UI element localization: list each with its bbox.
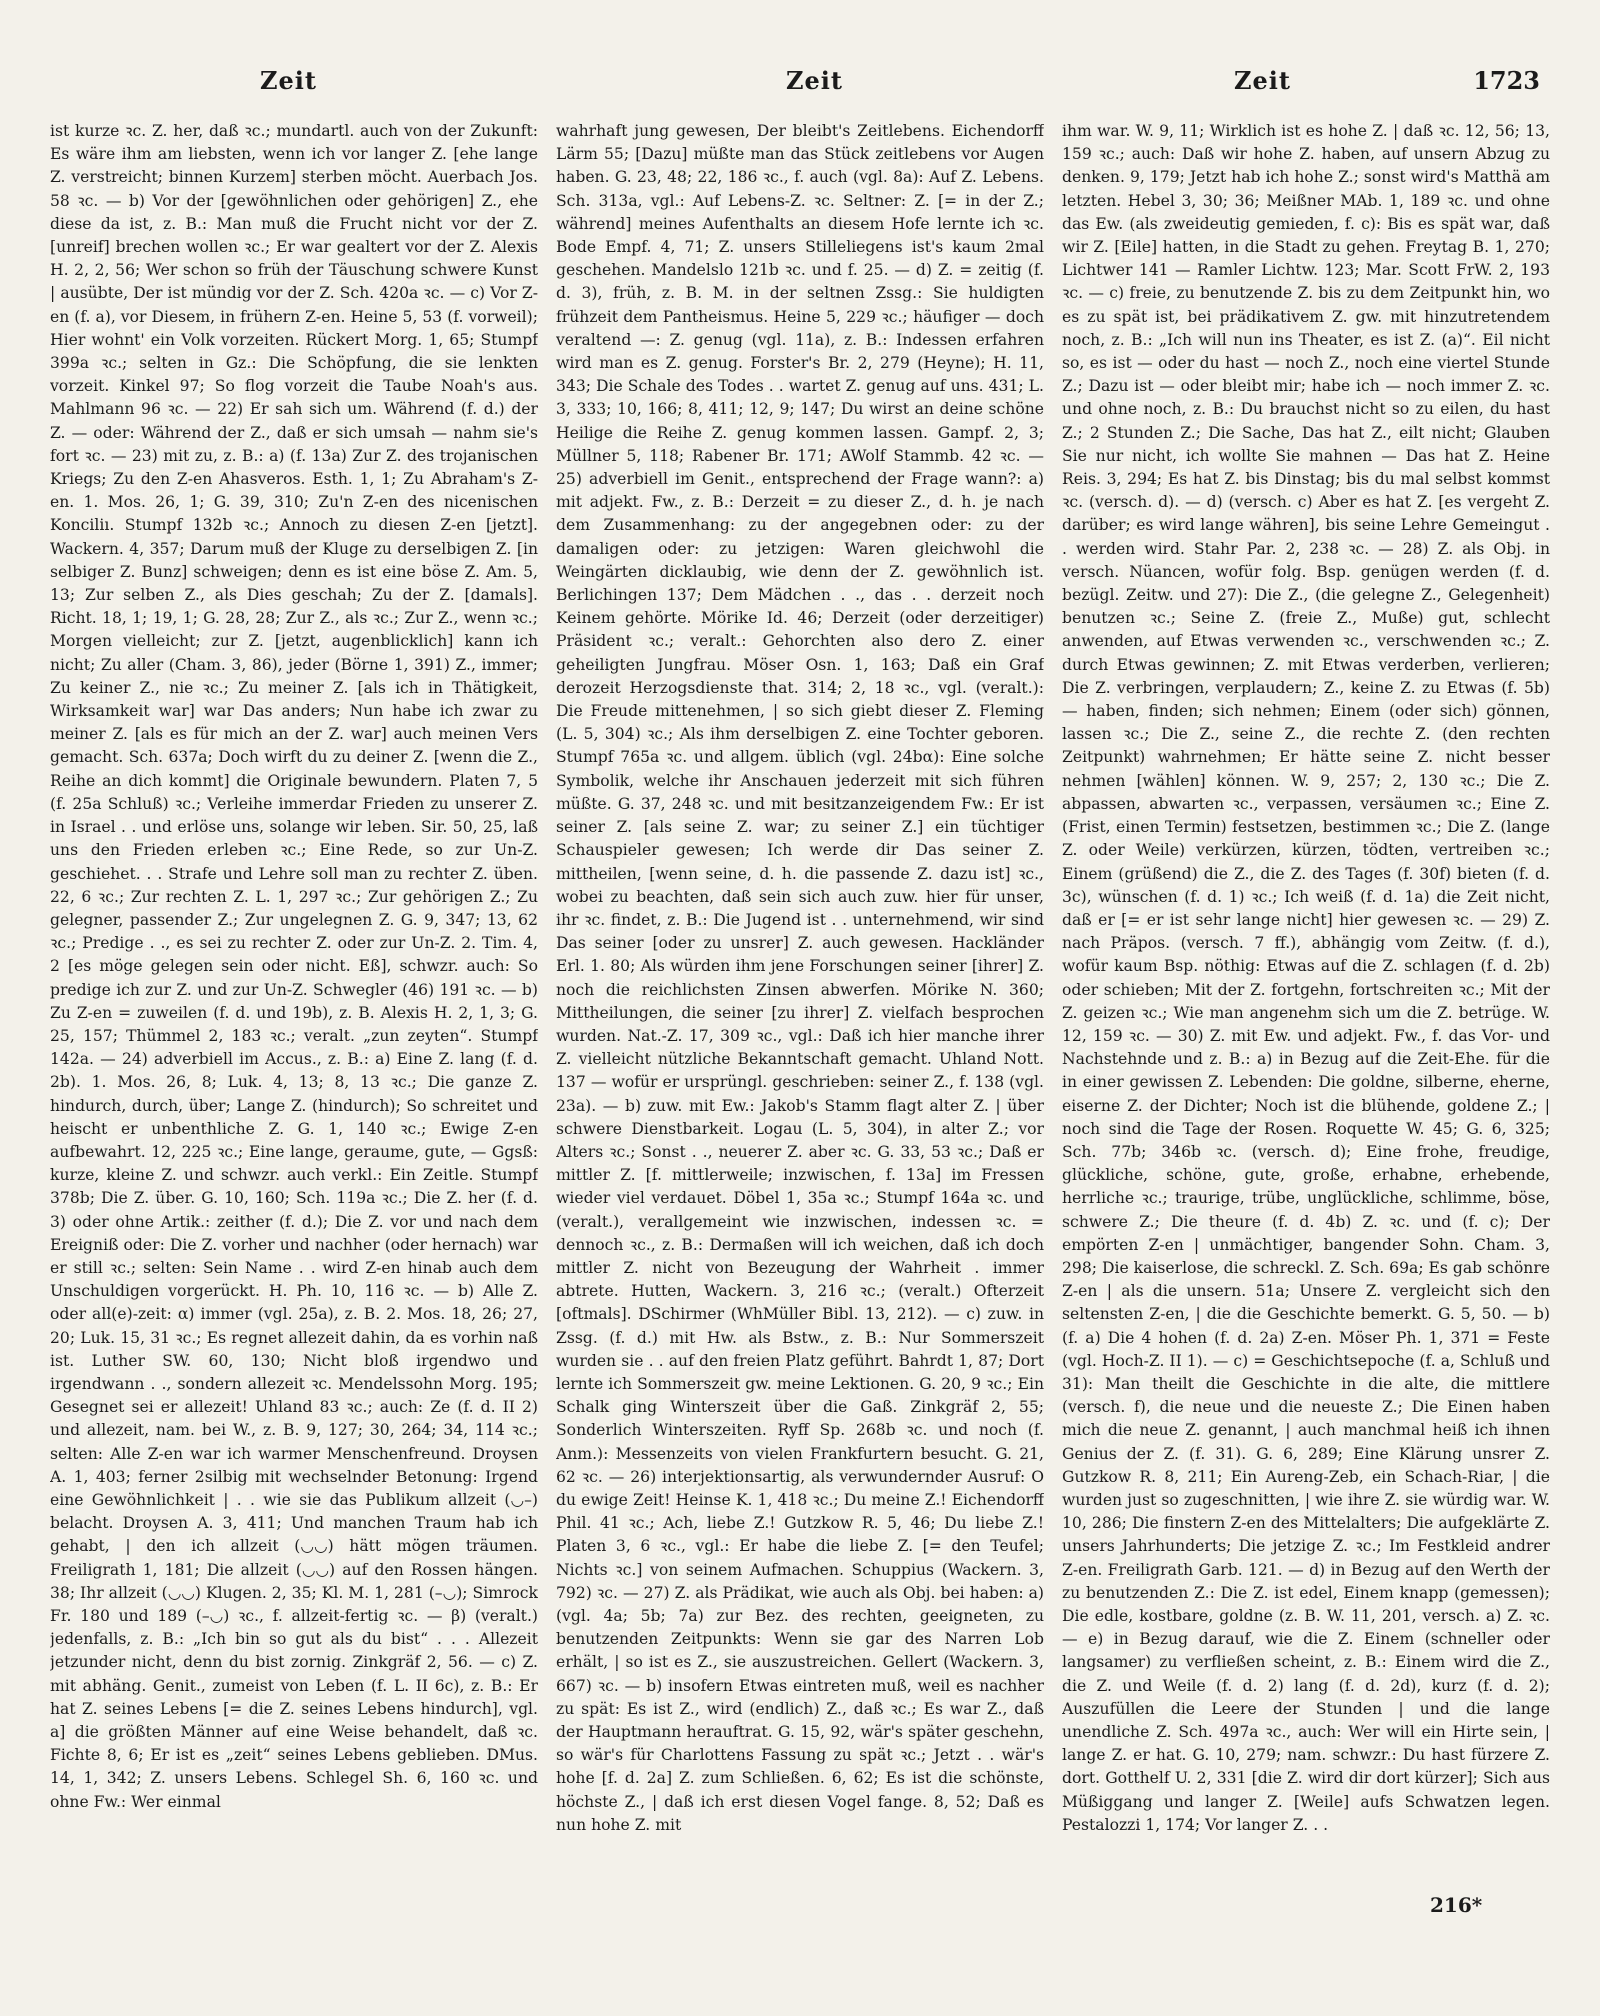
- header-center-word: Zeit: [786, 66, 843, 95]
- page-number: 1723: [1473, 66, 1540, 95]
- sheet-signature: 216*: [1430, 1893, 1483, 1917]
- column-right: [1062, 120, 1550, 1890]
- header-right-word: Zeit: [1234, 66, 1291, 95]
- header-left-word: Zeit: [260, 66, 317, 95]
- running-header: [50, 66, 1550, 106]
- column-paragraph: ist kurze ꝛc. Z. her, daß ꝛc.; mundartl. auch von der Zukunft: Es wäre ihm am liebsten, wenn ich vor langer Z. [ehe lange Z. verstreicht; binnen Kurzem] sterben möcht. Auerbach Jos. 58 ꝛc. — b) Vor der [gewöhnlichen oder gehörigen] Z., ehe diese da ist, z. B.: Man muß die Frucht nicht vor der Z. [unreif] brechen wollen ꝛc.; Er war gealtert vor der Z. Alexis H. 2, 2, 56; Wer schon so früh der Täuschung schwere Kunst | ausübte, Der ist mündig vor der Z. Sch. 420a ꝛc. — c) Vor Z-en (f. a), vor Diesem, in frühern Z-en. Heine 5, 53 (f. vorweil); Hier wohnt' ein Volk vorzeiten. Rückert Morg. 1, 65; Stumpf 399a ꝛc.; selten in Gz.: Die Schöpfung, die sie lenkten vorzeit. Kinkel 97; So flog vorzeit die Taube Noah's aus. Mahlmann 96 ꝛc. — 22) Er sah sich um. Während (f. d.) der Z. — oder: Während der Z., daß er sich umsah — nahm sie's fort ꝛc. — 23) mit zu, z. B.: a) (f. 13a) Zur Z. des trojanischen Kriegs; Zu den Z-en Ahasveros. Esth. 1, 1; Zu Abraham's Z-en. 1. Mos. 26, 1; G. 39, 310; Zu'n Z-en des nicenischen Konciliı. Stumpf 132b ꝛc.; Annoch zu diesen Z-en [jetzt]. Wackern. 4, 357; Darum muß der Kluge zu derselbigen Z. [in selbiger Z. Bunz] schweigen; denn es ist eine böse Z. Am. 5, 13; Zur selben Z., als Dies geschah; Zu der Z. [damals]. Richt. 18, 1; 19, 1; G. 28, 28; Zur Z., als ꝛc.; Zur Z., wenn ꝛc.; Morgen vielleicht; zur Z. [jetzt, augenblicklich] kann ich nicht; Zu aller (Cham. 3, 86), jeder (Börne 1, 391) Z., immer; Zu keiner Z., nie ꝛc.; Zu meiner Z. [als ich in Thätigkeit, Wirksamkeit war] war Das anders; Nun habe ich zwar zu meiner Z. [als es für mich an der Z. war] auch meinen Vers gemacht. Sch. 637a; Doch wirft du zu deiner Z. [wenn die Z., Reihe an dich kommt] die Originale bewundern. Platen 7, 5 (f. 25a Schluß) ꝛc.; Verleihe immerdar Frieden zu unserer Z. in Israel . . und erlöse uns, solange wir leben. Sir. 50, 25, laß uns den Frieden erleben ꝛc.; Eine Rede, so zur Un-Z. geschiehet. . . Strafe und Lehre soll man zu rechter Z. üben. 22, 6 ꝛc.; Zur rechten Z. L. 1, 297 ꝛc.; Zur gehörigen Z.; Zu gelegner, passender Z.; Zur ungelegnen Z. G. 9, 347; 13, 62 ꝛc.; Predige . ., es sei zu rechter Z. oder zur Un-Z. 2. Tim. 4, 2 [es möge gelegen sein oder nicht. Eß], schwzr. auch: So predige ich zur Z. und zur Un-Z. Schwegler (46) 191 ꝛc. — b) Zu Z-en = zuweilen (f. d. und 19b), z. B. Alexis H. 2, 1, 3; G. 25, 157; Thümmel 2, 183 ꝛc.; veralt. „zun zeyten“. Stumpf 142a. — 24) adverbiell im Accus., z. B.: a) Eine Z. lang (f. d. 2b). 1. Mos. 26, 8; Luk. 4, 13; 8, 13 ꝛc.; Die ganze Z. hindurch, durch, über; Lange Z. (hindurch); So schreitet und heischt er unbenthliche Z. G. 1, 140 ꝛc.; Ewige Z-en aufbewahrt. 12, 225 ꝛc.; Eine lange, geraume, gute, — Ggsß: kurze, kleine Z. und schwzr. auch verkl.: Ein Zeitle. Stumpf 378b; Die Z. über. G. 10, 160; Sch. 119a ꝛc.; Die Z. her (f. d. 3) oder ohne Artik.: zeither (f. d.); Die Z. vor und nach dem Ereigniß oder: Die Z. vorher und nachher (oder hernach) war er still ꝛc.; selten: Sein Name . . wird Z-en hinab auch dem Unschuldigen vorgerückt. H. Ph. 10, 116 ꝛc. — b) Alle Z. oder all(e)-zeit: α) immer (vgl. 25a), z. B. 2. Mos. 18, 26; 27, 20; Luk. 15, 31 ꝛc.; Es regnet allezeit dahin, da es vorhin naß ist. Luther SW. 60, 130; Nicht bloß irgendwo und irgendwann . ., sondern allezeit ꝛc. Mendelssohn Morg. 195; Gesegnet sei er allezeit! Uhland 83 ꝛc.; auch: Ze (f. d. II 2) und allezeit, nam. bei W., z. B. 9, 127; 30, 264; 34, 114 ꝛc.; selten: Alle Z-en war ich warmer Menschenfreund. Droysen A. 1, 403; ferner 2silbig mit wechselnder Betonung: Irgend eine Gewöhnlichkeit | . . wie sie das Publikum allzeit (◡–) belacht. Droysen A. 3, 411; Und manchen Traum hab ich gehabt, | den ich allzeit (◡◡) hätt mögen träumen. Freiligrath 1, 181; Die allzeit (◡◡) auf den Rossen hängen. 38; Ihr allzeit (◡◡) Klugen. 2, 35; Kl. M. 1, 281 (–◡); Simrock Fr. 180 und 189 (–◡) ꝛc., f. allzeit-fertig ꝛc. — β) (veralt.) jedenfalls, z. B.: „Ich bin so gut als du bist“ . . . Allezeit jetzunder nicht, denn du bist zornig. Zinkgräf 2, 56. — c) Z. mit abhäng. Genit., zumeist von Leben (f. L. II 6c), z. B.: Er hat Z. seines Lebens [= die Z. seines Lebens hindurch], vgl. a] die größten Männer auf eine Weise behandelt, daß ꝛc. Fichte 8, 6; Er ist es „zeit“ seines Lebens geblieben. DMus. 14, 1, 342; Z. unsers Lebens. Schlegel Sh. 6, 160 ꝛc. und ohne Fw.: Wer einmal: [50, 122, 538, 1811]
- column-left: [50, 120, 538, 1890]
- text-columns: [50, 120, 1550, 1890]
- column-paragraph: ihm war. W. 9, 11; Wirklich ist es hohe Z. | daß ꝛc. 12, 56; 13, 159 ꝛc.; auch: Daß wir hohe Z. haben, auf unsern Abzug zu denken. 9, 179; Jetzt hab ich hohe Z.; sonst wird's Matthä am letzten. Hebel 3, 30; 36; Meißner MAb. 1, 189 ꝛc. und ohne das Ew. (als zweideutig gemieden, f. c): Bis es spät war, daß wir Z. [Eile] hatten, in die Stadt zu gehen. Freytag B. 1, 270; Lichtwer 141 — Ramler Lichtw. 123; Mar. Scott FrW. 2, 193 ꝛc. — c) freie, zu benutzende Z. bis zu dem Zeitpunkt hin, wo es zu spät ist, bei prädikativem Z. gw. mit hinzutretendem noch, z. B.: „Ich will nun ins Theater, es ist Z. (a)“. Eil nicht so, es ist — oder du hast — noch Z., noch eine viertel Stunde Z.; Dazu ist — oder bleibt mir; habe ich — noch immer Z. ꝛc. und ohne noch, z. B.: Du brauchst nicht so zu eilen, du hast Z.; 2 Stunden Z.; Die Sache, Das hat Z., eilt nicht; Glauben Sie nur nicht, ich wollte Sie mahnen — Das hat Z. Heine Reis. 3, 294; Es hat Z. bis Dinstag; bis du mal selbst kommst ꝛc. (versch. d). — d) (versch. c) Aber es hat Z. [es vergeht Z. darüber; es wird lange währen], bis seine Lehre Gemeingut . . werden wird. Stahr Par. 2, 238 ꝛc. — 28) Z. als Obj. in versch. Nüancen, wofür folg. Bsp. genügen werden (f. d. bezügl. Zeitw. und 27): Die Z., (die gelegne Z., Gelegenheit) benutzen ꝛc.; Seine Z. (freie Z., Muße) gut, schlecht anwenden, auf Etwas verwenden ꝛc., verschwenden ꝛc.; Z. durch Etwas gewinnen; Z. mit Etwas verderben, verlieren; Die Z. verbringen, verplaudern; Z., keine Z. zu Etwas (f. 5b) — haben, finden; sich nehmen; Einem (oder sich) gönnen, lassen ꝛc.; Die Z., seine Z., die rechte Z. (den rechten Zeitpunkt) wahrnehmen; Er hätte seine Z. nicht besser nehmen [wählen] können. W. 9, 257; 2, 130 ꝛc.; Die Z. abpassen, abwarten ꝛc., verpassen, versäumen ꝛc.; Eine Z. (Frist, einen Termin) festsetzen, bestimmen ꝛc.; Die Z. (lange Z. oder Weile) verkürzen, kürzen, tödten, vertreiben ꝛc.; Einem (grüßend) die Z., die Z. des Tages (f. 30f) bieten (f. d. 3c), wünschen (f. d. 1) ꝛc.; Ich weiß (f. d. 1a) die Zeit nicht, daß er [= er ist sehr lange nicht] hier gewesen ꝛc. — 29) Z. nach Präpos. (versch. 7 ff.), abhängig vom Zeitw. (f. d.), wofür kaum Bsp. nöthig: Etwas auf die Z. schlagen (f. d. 2b) oder schieben; Mit der Z. fortgehn, fortschreiten ꝛc.; Mit der Z. geizen ꝛc.; Wie man angenehm sich um die Z. betrüge. W. 12, 159 ꝛc. — 30) Z. mit Ew. und adjekt. Fw., f. das Vor- und Nachstehnde und z. B.: a) in Bezug auf die Zeit-Ehe. für die in einer gewissen Z. Lebenden: Die goldne, silberne, eherne, eiserne Z. der Dichter; Noch ist die blühende, goldene Z.; | noch sind die Tage der Rosen. Roquette W. 45; G. 6, 325; Sch. 77b; 346b ꝛc. (versch. d); Eine frohe, freudige, glückliche, schöne, gute, große, erhabne, erhebende, herrliche ꝛc.; traurige, trübe, unglückliche, schlimme, böse, schwere Z.; Die theure (f. d. 4b) Z. ꝛc. und (f. c); Der empörten Z-en | unmächtiger, bangender Sohn. Cham. 3, 298; Die kaiserlose, die schreckl. Z. Sch. 69a; Es gab schönre Z-en | als die unsern. 51a; Unsere Z. vergleicht sich den seltensten Z-en, | die die Geschichte bemerkt. G. 5, 50. — b) (f. a) Die 4 hohen (f. d. 2a) Z-en. Möser Ph. 1, 371 = Feste (vgl. Hoch-Z. II 1). — c) = Geschichtsepoche (f. a, Schluß und 31): Man theilt die Geschichte in die alte, die mittlere (versch. f), die neue und die neueste Z.; Die Einen haben mich die neue Z. genannt, | auch manchmal heiß ich ihnen Genius der Z. (f. 31). G. 6, 289; Eine Klärung unsrer Z. Gutzkow R. 8, 211; Ein Aureng-Zeb, ein Schach-Riar, | die wurden just so zugeschnitten, | wie ihre Z. sie würdig war. W. 10, 286; Die finstern Z-en des Mittelalters; Die aufgeklärte Z. unsers Jahrhunderts; Die jetzige Z. ꝛc.; Im Festkleid andrer Z-en. Freiligrath Garb. 121. — d) in Bezug auf den Werth der zu benutzenden Z.: Die Z. ist edel, Einem knapp (gemessen); Die edle, kostbare, goldne (z. B. W. 11, 201, versch. a) Z. ꝛc. — e) in Bezug darauf, wie die Z. Einem (schneller oder langsamer) zu verfließen scheint, z. B.: Einem wird die Z., die Z. und Weile (f. d. 2) lang (f. d. 2d), kurz (f. d. 2); Auszufüllen die Leere der Stunden | und die lange unendliche Z. Sch. 497a ꝛc., auch: Wer will ein Hirte sein, | lange Z. er hat. G. 10, 279; nam. schwzr.: Du hast fürzere Z. dort. Gotthelf U. 2, 331 [die Z. wird dir dort kürzer]; Sich aus Müßiggang und langer Z. [Weile] aufs Schwatzen legen. Pestalozzi 1, 174; Vor langer Z. . .: [1062, 122, 1550, 1834]
- column-middle: [556, 120, 1044, 1890]
- column-paragraph: wahrhaft jung gewesen, Der bleibt's Zeitlebens. Eichendorff Lärm 55; [Dazu] müßte man das Stück zeitlebens vor Augen haben. G. 23, 48; 22, 186 ꝛc., f. auch (vgl. 8a): Auf Z. Lebens. Sch. 313a, vgl.: Auf Lebens-Z. ꝛc. Seltner: Z. [= in der Z.; während] meines Aufenthalts an diesem Hofe lernte ich ꝛc. Bode Empf. 4, 71; Z. unsers Stilleliegens ist's kaum 2mal geschehen. Mandelslo 121b ꝛc. und f. 25. — d) Z. = zeitig (f. d. 3), früh, z. B. M. in der seltnen Zssg.: Sie huldigten frühzeit dem Pantheismus. Heine 5, 229 ꝛc.; häufiger — doch veraltend —: Z. genug (vgl. 11a), z. B.: Indessen erfahren wird man es Z. genug. Forster's Br. 2, 279 (Heyne); H. 11, 343; Die Schale des Todes . . wartet Z. genug auf uns. 431; L. 3, 333; 10, 166; 8, 411; 12, 9; 147; Du wirst an deine schöne Heilige die Reihe Z. genug kommen lassen. Gampf. 2, 3; Müllner 5, 118; Rabener Br. 171; AWolf Stammb. 42 ꝛc. — 25) adverbiell im Genit., entsprechend der Frage wann?: a) mit adjekt. Fw., z. B.: Derzeit = zu dieser Z., d. h. je nach dem Zusammenhang: zu der angegebnen oder: zu der damaligen oder: zu jetzigen: Waren gleichwohl die Weingärten dicklaubig, wie denn der Z. gewöhnlich ist. Berlichingen 137; Dem Mädchen . ., das . . derzeit noch Keinem gehörte. Mörike Id. 46; Derzeit (oder derzeitiger) Präsident ꝛc.; veralt.: Gehorchten also dero Z. einer geheiligten Jungfrau. Möser Osn. 1, 163; Daß ein Graf derozeit Herzogsdienste that. 314; 2, 18 ꝛc., vgl. (veralt.): Die Freude mittenehmen, | so sich giebt dieser Z. Fleming (L. 5, 304) ꝛc.; Als ihm derselbigen Z. eine Tochter geboren. Stumpf 765a ꝛc. und allgem. üblich (vgl. 24bα): Eine solche Symbolik, welche ihr Anschauen jederzeit mit sich führen müßte. G. 37, 248 ꝛc. und mit besitzanzeigendem Fw.: Er ist seiner Z. [als seine Z. war; zu seiner Z.] ein tüchtiger Schauspieler gewesen; Ich werde dir Das seiner Z. mittheilen, [wenn seine, d. h. die passende Z. dazu ist] ꝛc., wobei zu beachten, daß sein sich auch zuw. hier für unser, ihr ꝛc. findet, z. B.: Die Jugend ist . . unternehmend, wir sind Das seiner [oder zu unsrer] Z. auch gewesen. Hackländer Erl. 1. 80; Als würden ihm jene Forschungen seiner [ihrer] Z. noch die reichlichsten Zinsen abwerfen. Mörike N. 360; Mittheilungen, die seiner [zu ihrer] Z. vielfach besprochen wurden. Nat.-Z. 17, 309 ꝛc., vgl.: Daß ich hier manche ihrer Z. vielleicht nützliche Bekanntschaft gemacht. Uhland Nott. 137 — wofür er ursprüngl. geschrieben: seiner Z., f. 138 (vgl. 23a). — b) zuw. mit Ew.: Jakob's Stamm flagt alter Z. | über schwere Dienstbarkeit. Logau (L. 5, 304), in alter Z.; vor Alters ꝛc.; Sonst . ., neuerer Z. aber ꝛc. G. 33, 53 ꝛc.; Daß er mittler Z. [f. mittlerweile; inzwischen, f. 13a] im Fressen wieder viel verdauet. Döbel 1, 35a ꝛc.; Stumpf 164a ꝛc. und (veralt.), verallgemeint wie inzwischen, indessen ꝛc. = dennoch ꝛc., z. B.: Dermaßen will ich weichen, daß ich doch mittler Z. nicht von Bezeugung der Wahrheit . immer abtrete. Hutten, Wackern. 3, 216 ꝛc.; (veralt.) Ofterzeit [oftmals]. DSchirmer (WhMüller Bibl. 13, 212). — c) zuw. in Zssg. (f. d.) mit Hw. als Bstw., z. B.: Nur Sommerszeit wurden sie . . auf den freien Platz geführt. Bahrdt 1, 87; Dort lernte ich Sommerszeit gw. meine Lektionen. G. 20, 9 ꝛc.; Ein Schalk ging Winterszeit über die Gaß. Zinkgräf 2, 55; Sonderlich Winterszeiten. Ryff Sp. 268b ꝛc. und noch (f. Anm.): Messenzeits von vielen Frankfurtern besucht. G. 21, 62 ꝛc. — 26) interjektionsartig, als verwundernder Ausruf: O du ewige Zeit! Heinse K. 1, 418 ꝛc.; Du meine Z.! Eichendorff Phil. 41 ꝛc.; Ach, liebe Z.! Gutzkow R. 5, 46; Du liebe Z.! Platen 3, 6 ꝛc., vgl.: Er habe die liebe Z. [= den Teufel; Nichts ꝛc.] von seinem Aufmachen. Schuppius (Wackern. 3, 792) ꝛc. — 27) Z. als Prädikat, wie auch als Obj. bei haben: a) (vgl. 4a; 5b; 7a) zur Bez. des rechten, geeigneten, zu benutzenden Zeitpunkts: Wenn sie gar des Narren Lob erhält, | so ist es Z., sie auszustreichen. Gellert (Wackern. 3, 667) ꝛc. — b) insofern Etwas eintreten muß, weil es nachher zu spät: Es ist Z., wird (endlich) Z., daß ꝛc.; Es war Z., daß der Hauptmann herauftrat. G. 15, 92, wär's später geschehn, so wär's für Charlottens Fassung zu spät ꝛc.; Jetzt . . wär's hohe [f. d. 2a] Z. zum Schließen. 6, 62; Es ist die schönste, höchste Z., | daß ich erst diesen Vogel fange. 8, 52; Daß es nun hohe Z. mit: [556, 122, 1044, 1834]
